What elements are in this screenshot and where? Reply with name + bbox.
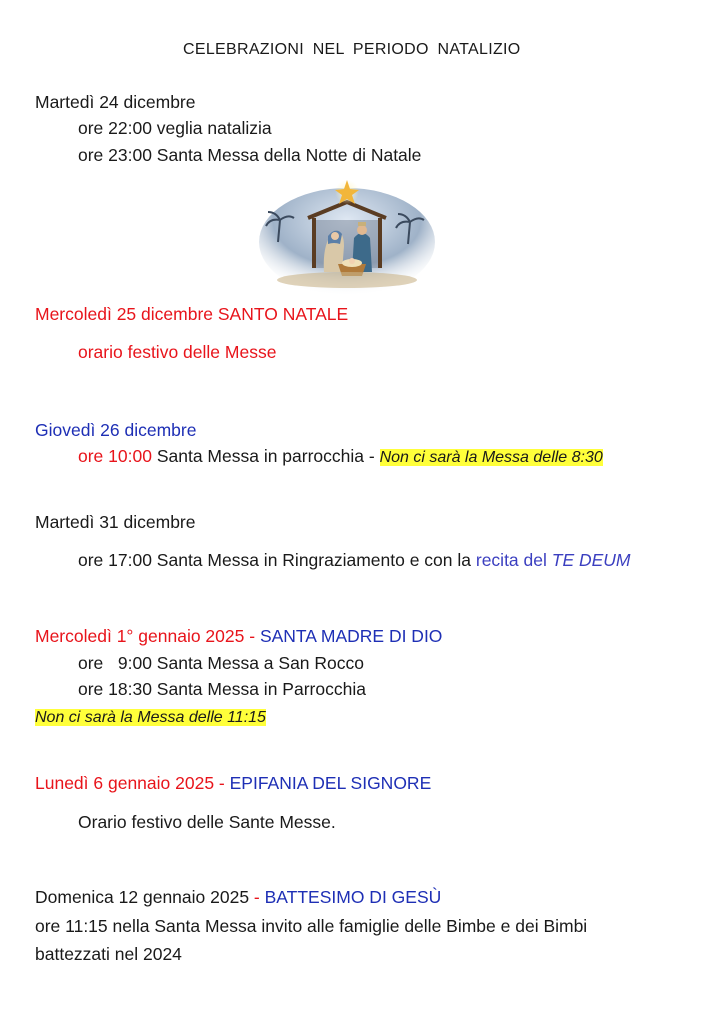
jan1-note-line <box>35 704 266 730</box>
dec25-line1: orario festivo delle Messe <box>78 342 277 362</box>
dec26-time: ore 10:00 <box>78 446 152 466</box>
jan6-date: Lunedì 6 gennaio 2025 - <box>35 773 225 793</box>
dec31-line1 <box>78 548 631 572</box>
dec26-note-highlight: Non ci sarà la Messa delle 8:30 <box>379 449 603 466</box>
dec26-text: Santa Messa in parrocchia - <box>151 446 380 466</box>
dec24-line2: ore 23:00 Santa Messa della Notte di Natale <box>78 145 422 165</box>
dec31-tedeum: TE DEUM <box>551 550 631 570</box>
nativity-scene-illustration <box>258 172 436 296</box>
jan1-date: Mercoledì 1° gennaio 2025 <box>35 626 245 646</box>
heading-dec24: Martedì 24 dicembre <box>35 92 196 112</box>
heading-jan6 <box>35 771 431 795</box>
dec31-recita: recita del <box>475 550 552 570</box>
jan1-note-highlight: Non ci sarà la Messa delle 11:15 <box>35 709 266 726</box>
jan6-line1: Orario festivo delle Sante Messe. <box>78 812 336 832</box>
jan1-feast: SANTA MADRE DI DIO <box>259 626 443 646</box>
dec26-line1 <box>78 444 603 470</box>
jan6-feast: EPIFANIA DEL SIGNORE <box>224 773 432 793</box>
dec24-line1: ore 22:00 veglia natalizia <box>78 118 272 138</box>
heading-jan12 <box>35 885 441 909</box>
jan12-feast: BATTESIMO DI GESÙ <box>264 887 442 907</box>
jan12-line2: battezzati nel 2024 <box>35 944 182 964</box>
jan1-line2: ore 18:30 Santa Messa in Parrocchia <box>78 679 366 699</box>
dec31-text: ore 17:00 Santa Messa in Ringraziamento e con la <box>78 550 476 570</box>
jan12-date: Domenica 12 gennaio 2025 <box>35 887 250 907</box>
jan12-sep: - <box>249 887 265 907</box>
heading-dec26: Giovedì 26 dicembre <box>35 420 197 440</box>
jan1-line1: ore 9:00 Santa Messa a San Rocco <box>78 653 364 673</box>
jan12-line1: ore 11:15 nella Santa Messa invito alle famiglie delle Bimbe e dei Bimbi <box>35 916 588 936</box>
page-title: CELEBRAZIONI NEL PERIODO NATALIZIO <box>183 41 521 58</box>
heading-dec31: Martedì 31 dicembre <box>35 512 196 532</box>
heading-jan1 <box>35 624 442 648</box>
heading-dec25: Mercoledì 25 dicembre SANTO NATALE <box>35 304 349 324</box>
jan1-sep: - <box>244 626 260 646</box>
